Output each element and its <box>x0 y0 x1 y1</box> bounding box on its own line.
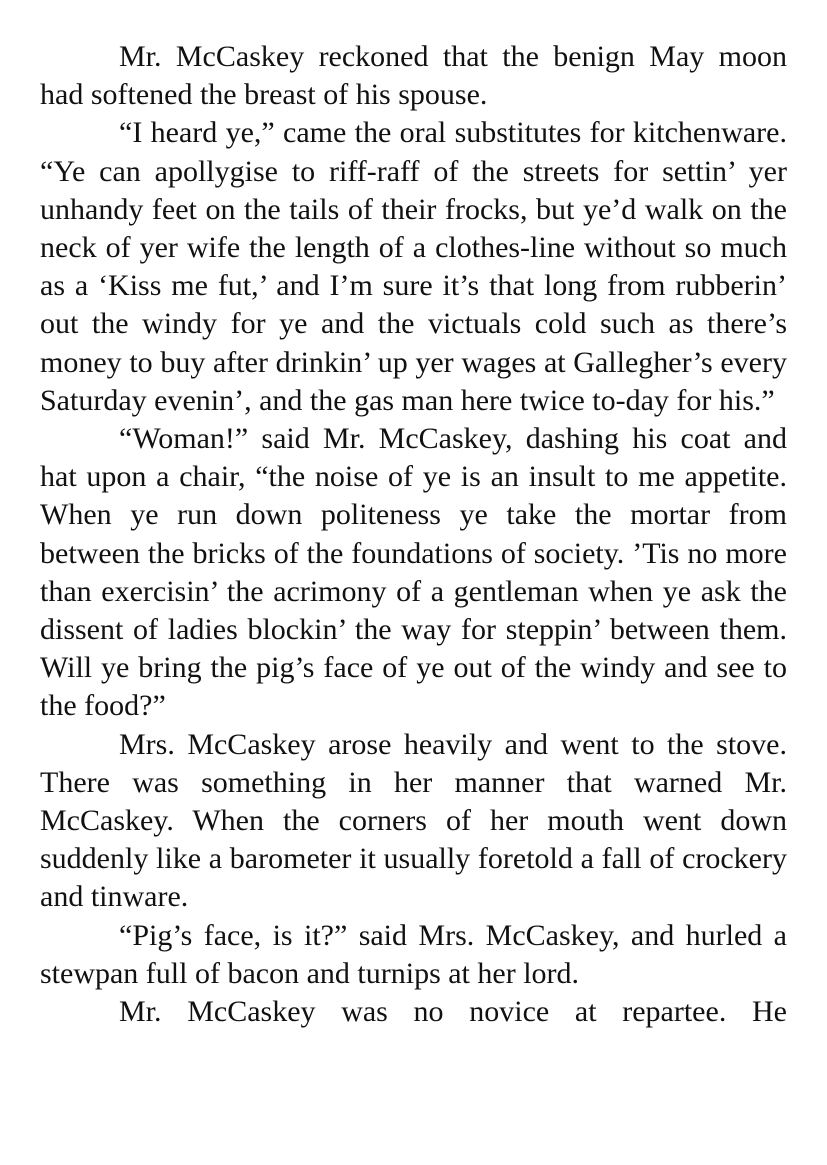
paragraph-4: Mrs. McCaskey arose heavily and went to the stove. There was something in her manner that warned Mr. McCaskey. When the corners of her mouth went down suddenly like a barometer it usually foretold a fall of crockery and tinware. <box>40 727 787 914</box>
paragraph-1: Mr. McCaskey reckoned that the benign May moon had softened the breast of his spouse. <box>40 40 787 112</box>
paragraph-2: “I heard ye,” came the oral substitutes for kitchenware. “Ye can apollygise to riff-raff of the streets for settin’ yer unhandy feet on the tails of their frocks, but ye’d walk on the neck of yer wife the length of a clothes-line without so much as a ‘Kiss me fut,’ and I’m sure it’s that long from rubberin’ out the windy for ye and the victuals cold such as there’s money to buy after drinkin’ up yer wages at Gallegher’s every Saturday evenin’, and the gas man here twice to-day for his.” <box>40 116 787 417</box>
paragraph-5: “Pig’s face, is it?” said Mrs. McCaskey, and hurled a stewpan full of bacon and turnips at her lord. <box>40 918 787 990</box>
paragraph-3: “Woman!” said Mr. McCaskey, dashing his coat and hat upon a chair, “the noise of ye is an insult to me appetite. When ye run down politeness ye take the mortar from between the bricks of the foundations of society. ’Tis no more than exercisin’ the acrimony of a gentleman when ye ask the dissent of ladies blockin’ the way for steppin’ between them. Will ye bring the pig’s face of ye out of the windy and see to the food?” <box>40 422 787 723</box>
paragraph-6: Mr. McCaskey was no novice at repartee. He <box>119 995 787 1029</box>
page-body <box>40 38 787 1031</box>
